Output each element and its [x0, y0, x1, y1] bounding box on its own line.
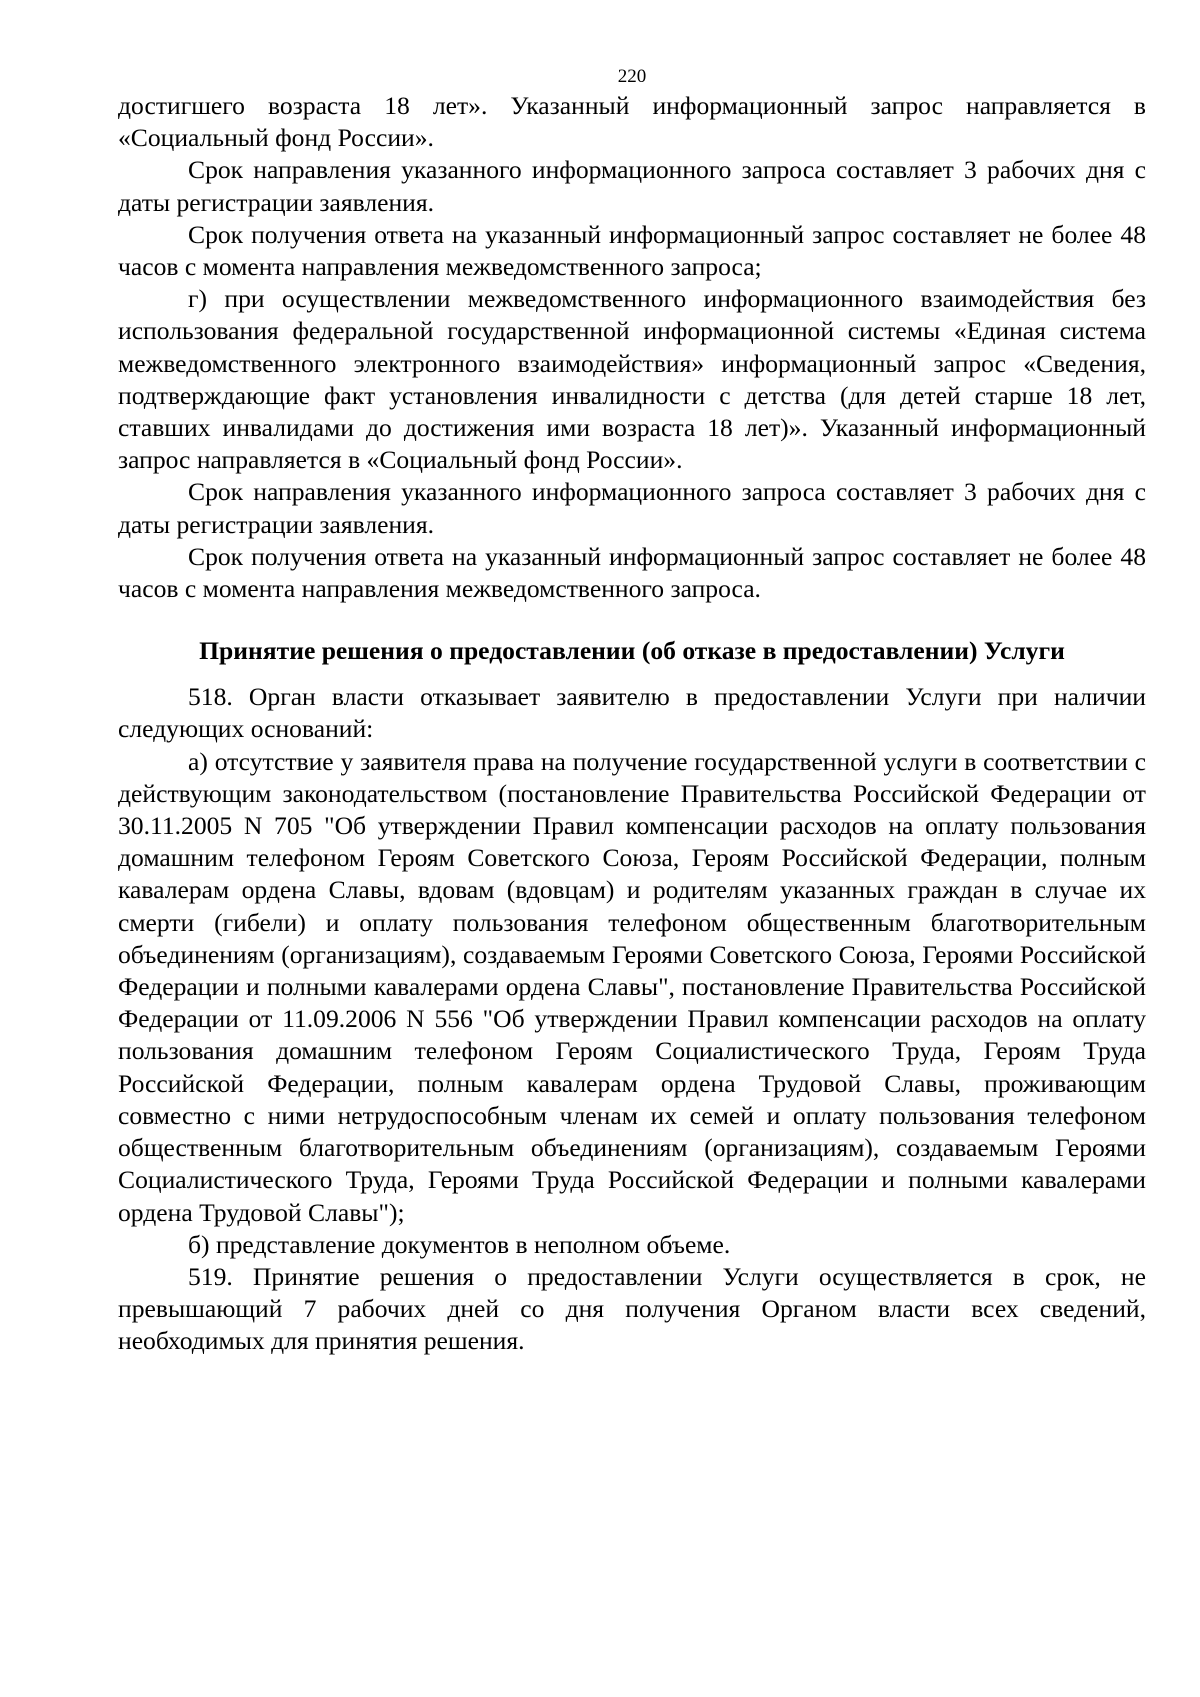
paragraph-request-deadline: Срок направления указанного информационного запроса составляет 3 рабочих дня с даты регистрации заявления. — [118, 155, 1146, 217]
paragraph-item-a: а) отсутствие у заявителя права на получение государственной услуги в соответствии с действующим законодательством (постановление Правительства Российской Федерации от 30.11.2005 N 705 "Об утверждении Правил компенсации расходов на оплату пользования домашним телефоном Героям Советского Союза, Героям Российской Федерации, полным кавалерам ордена Славы, вдовам (вдовцам) и родителям указанных граждан в случае их смерти (гибели) и оплату пользования телефоном общественным благотворительным объединениям (организациям), создаваемым Героями Советского Союза, Героями Российской Федерации и полными кавалерами ордена Славы", постановление Правительства Российской Федерации от 11.09.2006 N 556 "Об утверждении Правил компенсации расходов на оплату пользования домашним телефоном Героям Социалистического Труда, Героям Труда Российской Федерации, полным кавалерам ордена Трудовой Славы, проживающим совместно с ними нетрудоспособным членам их семей и оплату пользования телефоном общественным благотворительным объединениям (организациям), создаваемым Героями Социалистического Труда, Героями Труда Российской Федерации и полными кавалерами ордена Трудовой Славы"); — [118, 746, 1146, 1227]
paragraph-518: 518. Орган власти отказывает заявителю в предоставлении Услуги при наличии следующих оснований: — [118, 682, 1146, 744]
paragraph-item-g: г) при осуществлении межведомственного информационного взаимодействия без использования федеральной государственной информационной системы «Единая система межведомственного электронного взаимодействия» информационный запрос «Сведения, подтверждающие факт установления инвалидности с детства (для детей старше 18 лет, ставших инвалидами до достижения ими возраста 18 лет)». Указанный информационный запрос направляется в «Социальный фонд России». — [118, 284, 1146, 475]
paragraph-item-b: б) представление документов в неполном объеме. — [188, 1229, 731, 1259]
paragraph-response-deadline-2: Срок получения ответа на указанный информационный запрос составляет не более 48 часов с момента направления межведомственного запроса. — [118, 541, 1146, 604]
section-heading: Принятие решения о предоставлении (об отказе в предоставлении) Услуги — [199, 636, 1065, 666]
paragraph-continuation: достигшего возраста 18 лет». Указанный информационный запрос направляется в «Социальный фонд России». — [118, 91, 1146, 153]
paragraph-request-deadline-2: Срок направления указанного информационного запроса составляет 3 рабочих дня с даты регистрации заявления. — [118, 477, 1146, 539]
document-page — [118, 66, 1146, 1358]
paragraph-response-deadline: Срок получения ответа на указанный информационный запрос составляет не более 48 часов с момента направления межведомственного запроса; — [118, 219, 1146, 282]
paragraph-519: 519. Принятие решения о предоставлении Услуги осуществляется в срок, не превышающий 7 рабочих дней со дня получения Органом власти всех сведений, необходимых для принятия решения. — [118, 1261, 1146, 1356]
page-number: 220 — [617, 66, 647, 87]
